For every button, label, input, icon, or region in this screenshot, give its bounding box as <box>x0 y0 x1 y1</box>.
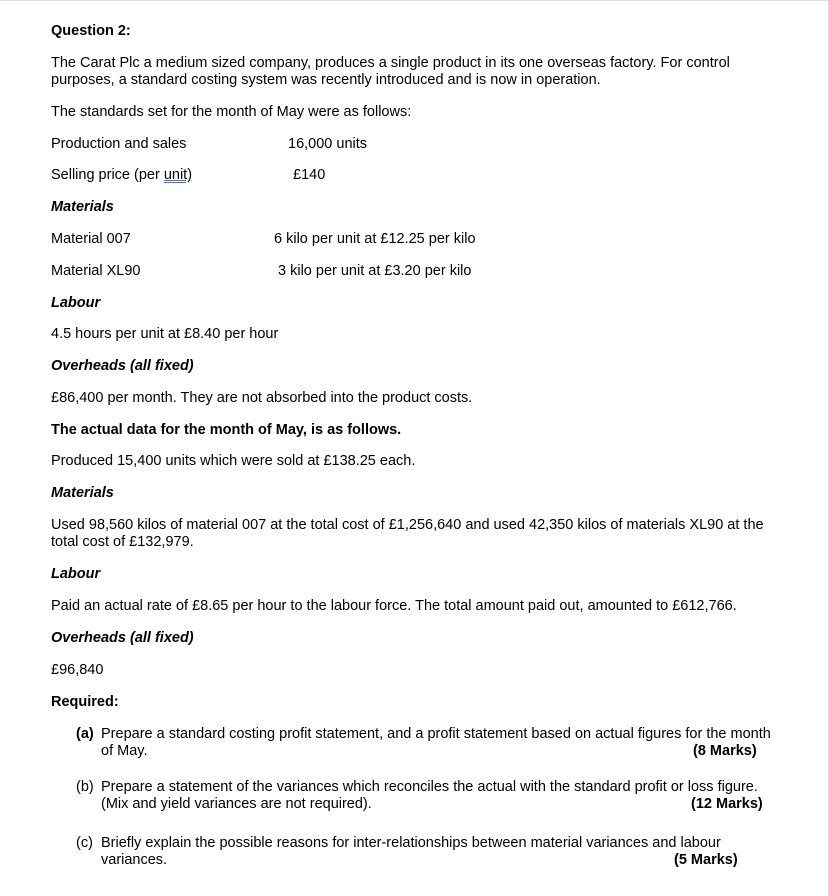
material-007-value: 6 kilo per unit at £12.25 per kilo <box>274 231 476 247</box>
required-item-text: Briefly explain the possible reasons for inter-relationships between material variances and labour variances. <box>101 835 721 868</box>
actual-data-heading: The actual data for the month of May, is as follows. <box>51 422 402 438</box>
selling-price-value: £140 <box>293 167 326 183</box>
actual-labour-text: Paid an actual rate of £8.65 per hour to the labour force. The total amount paid out, amounted to £612,766. <box>51 598 737 614</box>
standard-labour-value: 4.5 hours per unit at £8.40 per hour <box>51 326 279 342</box>
standard-labour-heading: Labour <box>51 295 101 311</box>
question-title: Question 2: <box>51 23 131 39</box>
page-top-border <box>0 0 829 1</box>
required-heading: Required: <box>51 694 119 710</box>
required-item-marks: (12 Marks) <box>691 796 763 812</box>
intro-paragraph: The Carat Plc a medium sized company, produces a single product in its one overseas factory. For control purposes, a standard costing system was recently introduced and is now in operation. <box>51 55 730 88</box>
actual-produced: Produced 15,400 units which were sold at £138.25 each. <box>51 453 416 469</box>
required-item-label: (c) <box>76 835 93 851</box>
required-item-marks: (5 Marks) <box>674 852 738 868</box>
required-item-label: (a) <box>76 726 94 742</box>
actual-overheads-heading: Overheads (all fixed) <box>51 630 194 646</box>
required-item-c <box>76 835 780 869</box>
required-item-text: Prepare a standard costing profit statement, and a profit statement based on actual figures for the month of May. <box>101 726 771 759</box>
selling-price-label-prefix: Selling price (per <box>51 167 164 183</box>
production-value: 16,000 units <box>288 136 368 152</box>
required-item-text: Prepare a statement of the variances which reconciles the actual with the standard profit or loss figure. (Mix and yield variances are not required). <box>101 779 758 812</box>
standard-overheads-value: £86,400 per month. They are not absorbed into the product costs. <box>51 390 473 406</box>
material-xl90-value: 3 kilo per unit at £3.20 per kilo <box>278 263 472 279</box>
material-xl90-label: Material XL90 <box>51 263 141 279</box>
standard-overheads-heading: Overheads (all fixed) <box>51 358 194 374</box>
standards-intro: The standards set for the month of May were as follows: <box>51 104 412 120</box>
selling-price-label <box>51 167 192 184</box>
required-item-a <box>76 726 780 760</box>
required-item-label: (b) <box>76 779 94 795</box>
standard-materials-heading: Materials <box>51 199 114 215</box>
material-007-label: Material 007 <box>51 231 131 247</box>
required-item-marks: (8 Marks) <box>693 743 757 759</box>
actual-materials-text: Used 98,560 kilos of material 007 at the total cost of £1,256,640 and used 42,350 kilos of materials XL90 at the total cost of £132,979. <box>51 517 764 550</box>
required-item-b <box>76 779 780 813</box>
actual-labour-heading: Labour <box>51 566 101 582</box>
actual-materials-heading: Materials <box>51 485 114 501</box>
actual-overheads-value: £96,840 <box>51 662 104 678</box>
production-label: Production and sales <box>51 136 187 152</box>
selling-price-label-underlined: unit) <box>163 167 193 183</box>
